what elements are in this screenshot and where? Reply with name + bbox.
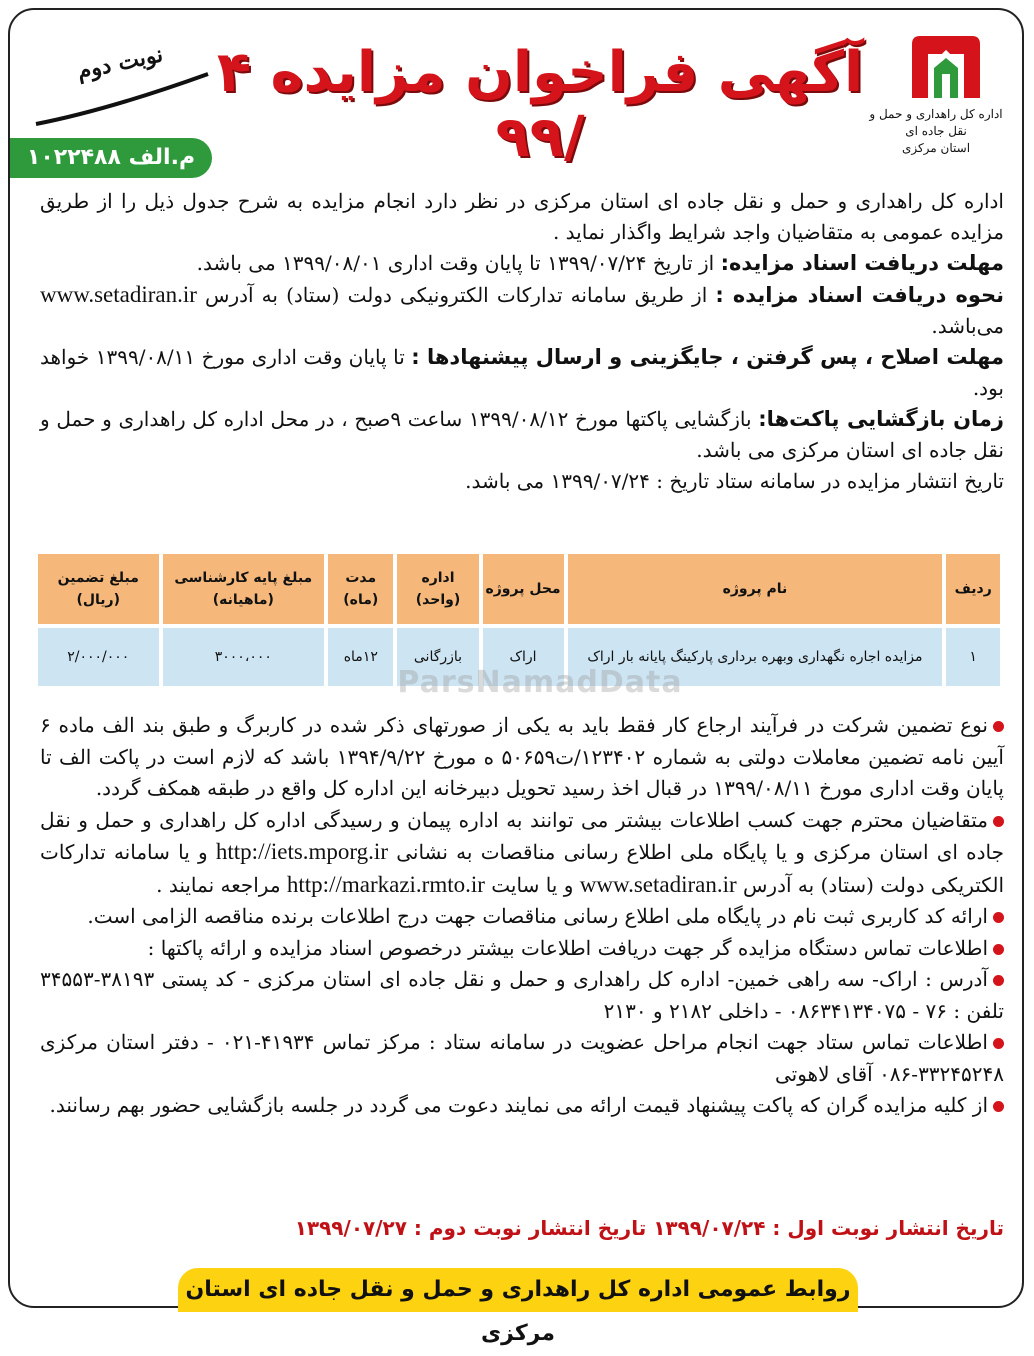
bullet-icon — [993, 1038, 1004, 1049]
deadline-docs-text: از تاریخ ۱۳۹۹/۰۷/۲۴ تا پایان وقت اداری ۱۳۹۹/۰۸/۰۱ می باشد. — [196, 251, 715, 275]
intro-paragraph: اداره کل راهداری و حمل و نقل جاده ای استان مرکزی در نظر دارد انجام مزایده به شرح جدول ذیل را از طریق مزایده عمومی به متقاضیان واجد شرایط واگذار نماید . — [40, 189, 1004, 244]
cell-duration: ۱۲ماه — [328, 628, 393, 686]
bullet-icon — [993, 944, 1004, 955]
bullet-icon — [993, 975, 1004, 986]
round-label: نوبت دوم — [74, 41, 166, 85]
opening-text: بازگشایی پاکتها مورخ ۱۳۹۹/۰۸/۱۲ ساعت ۹صبح ، در محل اداره کل راهداری و حمل و نقل جاده ای استان مرکزی می باشد. — [40, 407, 1004, 462]
bullet-text: متقاضیان محترم جهت کسب اطلاعات بیشتر می توانند به اداره پیمان و رسیدگی اداره کل راهداری و حمل و نقل جاده ای استان مرکزی و یا پایگاه ملی اطلاع رسانی مناقصات به نشانی — [40, 807, 1005, 864]
method-docs-label: نحوه دریافت اسناد مزایده : — [715, 283, 1005, 307]
setad-link[interactable]: www.setadiran.ir — [40, 282, 197, 307]
bullet-text: و یا سامانه تدارکات الکتریکی دولت (ستاد) به آدرس — [40, 840, 1004, 897]
list-item — [40, 933, 1004, 965]
method-docs-line — [40, 279, 1004, 342]
bullet-text: و یا سایت — [491, 872, 574, 897]
col-department: اداره (واحد) — [397, 554, 478, 624]
footer-bar: روابط عمومی اداره کل راهداری و حمل و نقل جاده ای استان مرکزی — [178, 1268, 858, 1312]
round-underline-icon — [28, 70, 218, 130]
opening-label: زمان بازگشایی پاکت‌ها: — [758, 407, 1004, 431]
page-title: آگهی فراخوان مزایده ۴ /۹۹ — [216, 40, 864, 170]
iets-link[interactable]: http://iets.mporg.ir — [215, 839, 388, 864]
header — [10, 10, 1026, 180]
cell-department: بازرگانی — [397, 628, 478, 686]
cell-row-number: ۱ — [946, 628, 1000, 686]
list-item — [40, 901, 1004, 933]
list-item — [40, 1090, 1004, 1122]
organization-logo-icon — [906, 32, 986, 104]
org-caption-line1: اداره کل راهداری و حمل و نقل جاده ای — [869, 107, 1003, 138]
publish-note: تاریخ انتشار مزایده در سامانه ستاد تاریخ : ۱۳۹۹/۰۷/۲۴ می باشد. — [465, 469, 1004, 493]
cell-project-name: مزایده اجاره نگهداری وبهره برداری پارکینگ پایانه بار اراک — [568, 628, 943, 686]
deadline-docs-label: مهلت دریافت اسناد مزایده: — [720, 251, 1004, 275]
opening-line — [40, 404, 1004, 466]
method-docs-tail: می‌باشد. — [931, 314, 1004, 338]
notice-body — [40, 186, 1004, 497]
deadline-offers-text: تا پایان وقت اداری مورخ ۱۳۹۹/۰۸/۱۱ خواهد بود. — [40, 345, 1004, 400]
notice-frame — [8, 8, 1024, 1346]
cell-location: اراک — [483, 628, 564, 686]
conditions-list — [40, 710, 1004, 1122]
list-item — [40, 710, 1004, 805]
bullet-icon — [993, 912, 1004, 923]
deadline-offers-label: مهلت اصلاح ، پس گرفتن ، جایگزینی و ارسال پیشنهادها : — [411, 345, 1005, 369]
publication-dates: تاریخ انتشار نوبت اول : ۱۳۹۹/۰۷/۲۴ تاریخ انتشار نوبت دوم : ۱۳۹۹/۰۷/۲۷ — [294, 1216, 1004, 1240]
bullet-icon — [993, 816, 1004, 827]
list-item — [40, 805, 1004, 902]
bullet-text: از کلیه مزایده گران که پاکت پیشنهاد قیمت ارائه می نمایند دعوت می گردد در جلسه بازگشایی حضور بهم رسانند. — [49, 1093, 988, 1117]
list-item — [40, 964, 1004, 1027]
table-header-row — [38, 554, 1000, 624]
bullet-text: آدرس : اراک- سه راهی خمین- اداره کل راهداری و حمل و نقل جاده ای استان مرکزی - کد پستی ۳۸۱۹۳-۳۴۵۵۳ تلفن : ۷۶ - ۰۸۶۳۴۱۳۴۰۷۵ - داخلی ۲۱۸۲ و ۲۱۳۰ — [40, 967, 1004, 1023]
col-project-name: نام پروژه — [568, 554, 943, 624]
bullet-text: نوع تضمین شرکت در فرآیند ارجاع کار فقط باید به یکی از صورتهای ذکر شده در کاربرگ و طبق بند الف ماده ۶ آیین نامه تضمین معاملات دولتی به شماره ۱۲۳۴۰۲/ت۵۰۶۵۹ ه مورخ ۱۳۹۴/۹/۲۲ باشد که لازم است در پاکت الف تا پایان وقت اداری مورخ ۱۳۹۹/۰۸/۱۱ در قبال اخذ رسید تحویل دبیرخانه این اداره کل واقع در طبقه همکف گردد. — [40, 713, 1004, 800]
code-badge: م.الف ۱۰۲۲۴۸۸ — [10, 138, 212, 178]
cell-base-price: ۳۰۰۰،۰۰۰ — [163, 628, 325, 686]
bullet-text: اطلاعات تماس دستگاه مزایده گر جهت دریافت اطلاعات بیشتر درخصوص اسناد مزایده و ارائه پاکتها : — [147, 935, 988, 960]
col-guarantee: مبلغ تضمین (ریال) — [38, 554, 159, 624]
method-docs-text: از طریق سامانه تدارکات الکترونیکی دولت (ستاد) به آدرس — [205, 283, 708, 307]
list-item — [40, 1027, 1004, 1090]
deadline-docs-line — [40, 248, 1004, 279]
setad-link[interactable]: www.setadiran.ir — [579, 871, 737, 897]
bullet-text: اطلاعات تماس ستاد جهت انجام مراحل عضویت در سامانه ستاد : مرکز تماس ۴۱۹۳۴-۰۲۱ - دفتر استان مرکزی ۳۳۲۴۵۲۴۸-۰۸۶ آقای لاهوتی — [40, 1030, 1004, 1086]
col-duration: مدت (ماه) — [328, 554, 393, 624]
org-caption-line2: استان مرکزی — [901, 141, 971, 155]
bullet-icon — [993, 721, 1004, 732]
bullet-text: مراجعه نمایند . — [156, 872, 281, 897]
deadline-offers-line — [40, 342, 1004, 404]
col-base-price: مبلغ پایه کارشناسی (ماهیانه) — [163, 554, 325, 624]
col-location: محل پروژه — [483, 554, 564, 624]
watermark: ParsNamadData — [397, 665, 683, 700]
bullet-icon — [993, 1101, 1004, 1112]
organization-caption — [866, 106, 1006, 157]
rmto-link[interactable]: http://markazi.rmto.ir — [286, 871, 485, 897]
cell-guarantee: ۲/۰۰۰/۰۰۰ — [38, 628, 159, 686]
col-row-number: ردیف — [946, 554, 1000, 624]
bullet-text: ارائه کد کاربری ثبت نام در پایگاه ملی اطلاع رسانی مناقصات جهت درج اطلاعات برنده مناقصه الزامی است. — [87, 904, 988, 928]
